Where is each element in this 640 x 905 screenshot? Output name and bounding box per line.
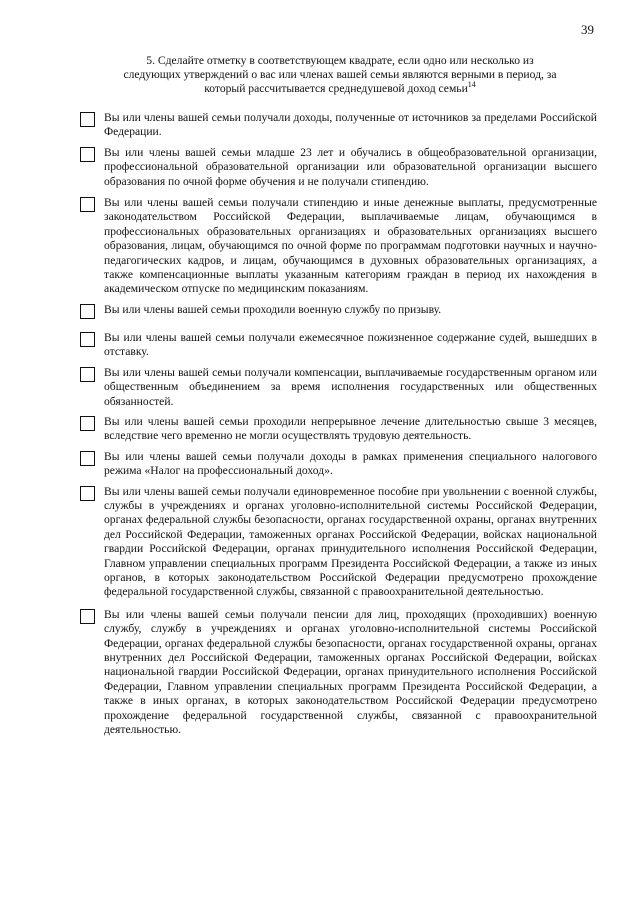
- statement-list: [80, 111, 597, 737]
- statement-item-4: [80, 303, 597, 319]
- statement-text-2: Вы или члены вашей семьи младше 23 лет и обучались в общеобразовательной организации, профессиональной образовательной организации или образовательной организации высшего образования по очной форме обучения и не получали стипендию.: [104, 145, 597, 188]
- statement-checkbox-6[interactable]: [80, 367, 95, 382]
- statement-checkbox-9[interactable]: [80, 486, 95, 501]
- page-number: 39: [581, 22, 594, 37]
- section-heading-text: 5. Сделайте отметку в соответствующем квадрате, если одно или несколько из следующих утверждений о вас или членах вашей семьи являются верными в период, за который рассчитывается среднедушевой доход семьи: [123, 54, 557, 95]
- statement-checkbox-1[interactable]: [80, 112, 95, 127]
- statement-item-8: [80, 450, 597, 479]
- statement-item-1: [80, 111, 597, 140]
- statement-item-2: [80, 146, 597, 189]
- statement-item-7: [80, 415, 597, 444]
- statement-text-8: Вы или члены вашей семьи получали доходы в рамках применения специального налогового режима «Налог на профессиональный доход».: [104, 449, 597, 478]
- statement-text-4: Вы или члены вашей семьи проходили военную службу по призыву.: [104, 302, 442, 316]
- statement-checkbox-3[interactable]: [80, 197, 95, 212]
- statement-text-7: Вы или члены вашей семьи проходили непрерывное лечение длительностью свыше 3 месяцев, вследствие чего временно не могли осуществлять трудовую деятельность.: [104, 414, 597, 443]
- section-heading: [120, 54, 560, 96]
- statement-text-10: Вы или члены вашей семьи получали пенсии для лиц, проходящих (проходивших) военную службу, службу в учреждениях и органах уголовно-исполнительной системы Российской Федерации, органах федеральной службы безопасности, органах государственной охраны, органах внутренних дел Российской Федерации, таможенных органах Российской Федерации, войсках национальной гвардии Российской Федерации, органах принудительного исполнения Российской Федерации, Главном управлении специальных программ Президента Российской Федерации, а также в иных органах, в которых законодательством Российской Федерации предусмотрено прохождение федеральной государственной службы, связанной с правоохранительной деятельностью.: [104, 607, 597, 737]
- statement-checkbox-7[interactable]: [80, 416, 95, 431]
- statement-text-6: Вы или члены вашей семьи получали компенсации, выплачиваемые государственным органом или общественным объединением за время исполнения государственных или общественных обязанностей.: [104, 365, 597, 408]
- statement-checkbox-8[interactable]: [80, 451, 95, 466]
- statement-item-5: [80, 331, 597, 360]
- statement-text-1: Вы или члены вашей семьи получали доходы, полученные от источников за пределами Российской Федерации.: [104, 111, 597, 139]
- statement-text-5: Вы или члены вашей семьи получали ежемесячное пожизненное содержание судей, вышедших в отставку.: [104, 330, 597, 359]
- statement-item-3: [80, 196, 597, 297]
- footnote-marker: 14: [467, 80, 476, 90]
- statement-item-9: [80, 485, 597, 600]
- statement-checkbox-2[interactable]: [80, 147, 95, 162]
- statement-checkbox-5[interactable]: [80, 332, 95, 347]
- statement-item-6: [80, 366, 597, 409]
- statement-text-9: Вы или члены вашей семьи получали единовременное пособие при увольнении с военной службы, службы в учреждениях и органах уголовно-исполнительной системы Российской Федерации, органах федеральной службы безопасности, органах государственной охраны, органах внутренних дел Российской Федерации, таможенных органах Российской Федерации, войсках национальной гвардии Российской Федерации, органах принудительного исполнения Российской Федерации, Главном управлении специальных программ Президента Российской Федерации, а также из иных органов, в которых законодательством Российской Федерации предусмотрено прохождение федеральной государственной службы, связанной с правоохранительной деятельностью.: [104, 484, 597, 599]
- statement-text-3: Вы или члены вашей семьи получали стипендию и иные денежные выплаты, предусмотренные законодательством Российской Федерации, выплачиваемые лицам, обучающимся в профессиональных образовательных организациях и образовательных организациях высшего образования, лицам, обучающимся по очной форме по программам подготовки научных и научно-педагогических кадров, и лицам, обучающимся в духовных образовательных организациях, а также компенсационные выплаты указанным категориям граждан в период их нахождения в академическом отпуске по медицинским показаниям.: [104, 196, 597, 296]
- statement-item-10: [80, 608, 597, 738]
- statement-checkbox-4[interactable]: [80, 304, 95, 319]
- statement-checkbox-10[interactable]: [80, 609, 95, 624]
